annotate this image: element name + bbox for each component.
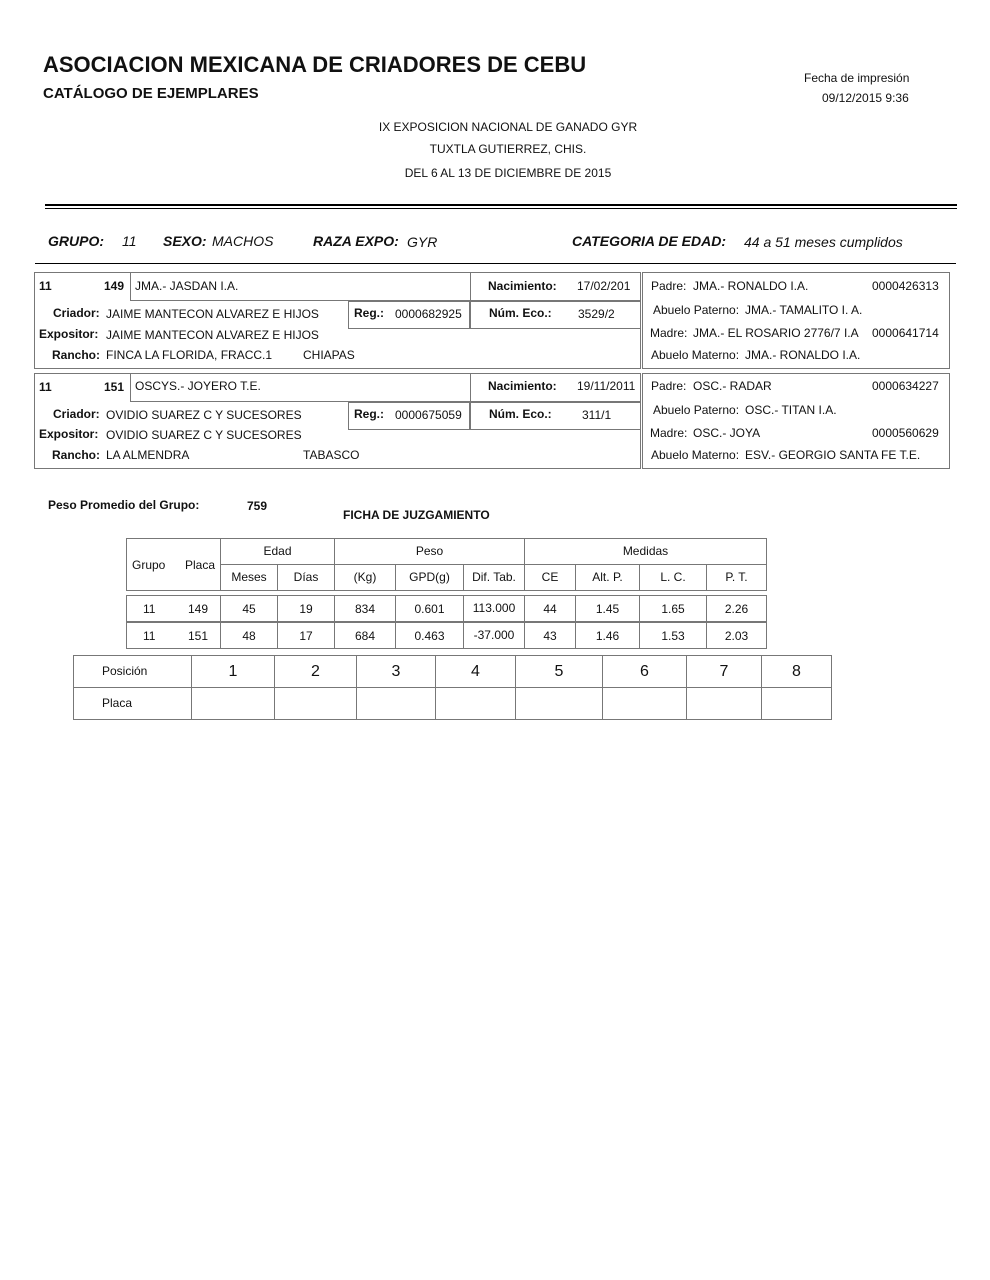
peso-promedio-value: 759 <box>247 499 268 513</box>
placa-entry-cell[interactable] <box>191 687 275 720</box>
cell-dias: 17 <box>277 622 335 649</box>
placa-entry-cell[interactable] <box>686 687 762 720</box>
num-eco-value: 311/1 <box>582 408 612 422</box>
cell-meses: 45 <box>220 595 278 622</box>
abuelo-paterno-label: Abuelo Paterno: <box>653 403 740 417</box>
rancho-value: LA ALMENDRA <box>106 448 190 462</box>
peso-promedio-label: Peso Promedio del Grupo: <box>48 498 200 512</box>
cell-dif: -37.000 <box>463 622 525 649</box>
padre-reg: 0000426313 <box>872 279 939 293</box>
num-eco-label: Núm. Eco.: <box>489 407 552 421</box>
rancho-label: Rancho: <box>52 448 100 462</box>
event-line-3: DEL 6 AL 13 DE DICIEMBRE DE 2015 <box>404 166 612 180</box>
group-divider <box>35 263 956 264</box>
header-grupo: Grupo <box>132 558 166 572</box>
cell-gpd: 0.601 <box>395 595 464 622</box>
nacimiento-label: Nacimiento: <box>488 379 557 393</box>
position-number: 7 <box>686 655 762 688</box>
ficha-title: FICHA DE JUZGAMIENTO <box>343 508 490 522</box>
placa-entry-cell[interactable] <box>435 687 516 720</box>
placa-label-cell <box>73 687 192 720</box>
cell-placa: 149 <box>188 602 209 616</box>
padre-label: Padre: <box>651 279 687 293</box>
criador-value: OVIDIO SUAREZ C Y SUCESORES <box>106 408 302 422</box>
animal-grupo: 11 <box>39 380 52 394</box>
madre-value: JMA.- EL ROSARIO 2776/7 I.A <box>693 326 859 340</box>
position-number: 2 <box>274 655 357 688</box>
reg-value: 0000682925 <box>395 307 462 321</box>
header-ce: CE <box>524 564 576 591</box>
padre-value: JMA.- RONALDO I.A. <box>693 279 809 293</box>
categoria-label: CATEGORIA DE EDAD: <box>572 233 726 249</box>
estado-value: TABASCO <box>303 448 360 462</box>
cell-lc: 1.65 <box>639 595 707 622</box>
org-title: ASOCIACION MEXICANA DE CRIADORES DE CEBU <box>43 52 587 77</box>
header-meses: Meses <box>220 564 278 591</box>
header-peso: Peso <box>334 538 525 565</box>
madre-reg: 0000641714 <box>872 326 939 340</box>
abuelo-materno-value: JMA.- RONALDO I.A. <box>745 348 861 362</box>
madre-label: Madre: <box>650 326 688 340</box>
header-placa: Placa <box>185 558 216 572</box>
placa-entry-cell[interactable] <box>602 687 687 720</box>
event-line-2: TUXTLA GUTIERREZ, CHIS. <box>429 142 587 156</box>
placa-entry-cell[interactable] <box>356 687 436 720</box>
cell-kg: 684 <box>334 622 396 649</box>
sexo-label: SEXO: <box>163 233 207 249</box>
event-line-1: IX EXPOSICION NACIONAL DE GANADO GYR <box>378 120 638 134</box>
cell-dif: 113.000 <box>463 595 525 622</box>
position-number: 5 <box>515 655 603 688</box>
abuelo-paterno-label: Abuelo Paterno: <box>653 303 740 317</box>
categoria-value: 44 a 51 meses cumplidos <box>744 234 903 250</box>
posicion-label: Posición <box>102 664 148 678</box>
padre-value: OSC.- RADAR <box>693 379 772 393</box>
grupo-value: 11 <box>122 233 137 249</box>
nacimiento-value: 19/11/2011 <box>577 379 635 393</box>
cell-grupo: 11 <box>143 602 156 616</box>
cell-grupo: 11 <box>143 629 156 643</box>
placa-entry-cell[interactable] <box>274 687 357 720</box>
nacimiento-label: Nacimiento: <box>488 279 557 293</box>
header-medidas: Medidas <box>524 538 767 565</box>
cell-placa: 151 <box>188 629 209 643</box>
position-number: 1 <box>191 655 275 688</box>
expositor-label: Expositor: <box>39 427 99 441</box>
cell-dias: 19 <box>277 595 335 622</box>
cell-kg: 834 <box>334 595 396 622</box>
print-date: 09/12/2015 9:36 <box>822 91 909 105</box>
divider-thin <box>45 208 957 209</box>
animal-name: OSCYS.- JOYERO T.E. <box>135 379 261 393</box>
reg-value: 0000675059 <box>395 408 462 422</box>
criador-value: JAIME MANTECON ALVAREZ E HIJOS <box>106 307 319 321</box>
header-dif: Dif. Tab. <box>463 564 525 591</box>
raza-value: GYR <box>407 234 438 250</box>
divider-thick <box>45 204 957 206</box>
madre-reg: 0000560629 <box>872 426 939 440</box>
header-edad: Edad <box>220 538 335 565</box>
cell-pt: 2.26 <box>706 595 767 622</box>
print-date-label: Fecha de impresión <box>804 71 910 85</box>
padre-label: Padre: <box>651 379 687 393</box>
position-number: 3 <box>356 655 436 688</box>
position-number: 8 <box>761 655 832 688</box>
animal-grupo: 11 <box>39 279 52 293</box>
cell-ce: 44 <box>524 595 576 622</box>
madre-value: OSC.- JOYA <box>693 426 761 440</box>
abuelo-materno-label: Abuelo Materno: <box>651 348 740 362</box>
raza-label: RAZA EXPO: <box>313 233 399 249</box>
header-lc: L. C. <box>639 564 707 591</box>
criador-label: Criador: <box>53 407 100 421</box>
position-number: 6 <box>602 655 687 688</box>
header-gpd: GPD(g) <box>395 564 464 591</box>
madre-label: Madre: <box>650 426 688 440</box>
catalog-title: CATÁLOGO DE EJEMPLARES <box>43 85 259 102</box>
rancho-value: FINCA LA FLORIDA, FRACC.1 <box>106 348 273 362</box>
abuelo-materno-value: ESV.- GEORGIO SANTA FE T.E. <box>745 448 921 462</box>
animal-placa: 149 <box>104 279 125 293</box>
header-altp: Alt. P. <box>575 564 640 591</box>
abuelo-materno-label: Abuelo Materno: <box>651 448 740 462</box>
placa-entry-cell[interactable] <box>761 687 832 720</box>
expositor-label: Expositor: <box>39 327 99 341</box>
estado-value: CHIAPAS <box>303 348 355 362</box>
placa-label: Placa <box>102 696 133 710</box>
sexo-value: MACHOS <box>212 233 274 249</box>
reg-label: Reg.: <box>354 306 384 320</box>
expositor-value: OVIDIO SUAREZ C Y SUCESORES <box>106 428 302 442</box>
expositor-value: JAIME MANTECON ALVAREZ E HIJOS <box>106 328 319 342</box>
position-number: 4 <box>435 655 516 688</box>
header-kg: (Kg) <box>334 564 396 591</box>
header-dias: Días <box>277 564 335 591</box>
placa-entry-cell[interactable] <box>515 687 603 720</box>
abuelo-paterno-value: OSC.- TITAN I.A. <box>745 403 837 417</box>
criador-label: Criador: <box>53 306 100 320</box>
num-eco-label: Núm. Eco.: <box>489 306 552 320</box>
rancho-label: Rancho: <box>52 348 100 362</box>
cell-ce: 43 <box>524 622 576 649</box>
cell-altp: 1.46 <box>575 622 640 649</box>
cell-altp: 1.45 <box>575 595 640 622</box>
padre-reg: 0000634227 <box>872 379 939 393</box>
animal-placa: 151 <box>104 380 125 394</box>
cell-gpd: 0.463 <box>395 622 464 649</box>
abuelo-paterno-value: JMA.- TAMALITO I. A. <box>745 303 863 317</box>
reg-label: Reg.: <box>354 407 384 421</box>
animal-name: JMA.- JASDAN I.A. <box>135 279 239 293</box>
header-pt: P. T. <box>706 564 767 591</box>
cell-meses: 48 <box>220 622 278 649</box>
cell-lc: 1.53 <box>639 622 707 649</box>
grupo-label: GRUPO: <box>48 233 104 249</box>
cell-pt: 2.03 <box>706 622 767 649</box>
nacimiento-value: 17/02/201 <box>577 279 631 293</box>
num-eco-value: 3529/2 <box>578 307 615 321</box>
